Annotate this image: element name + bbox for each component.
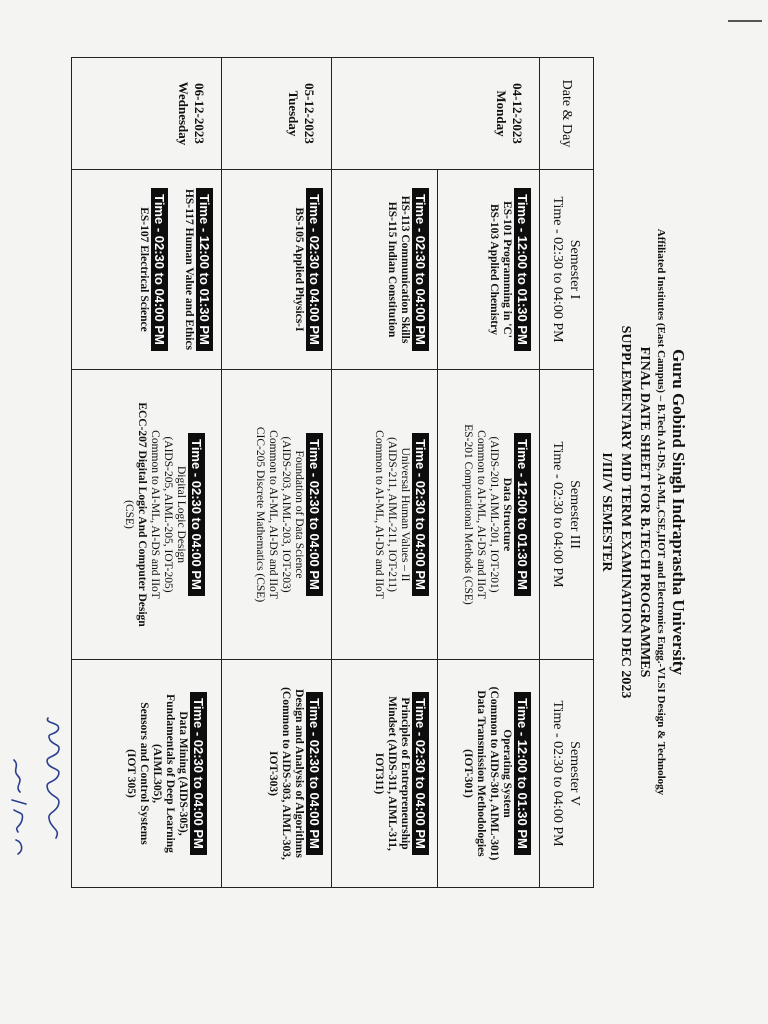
sem3-cell: Time - 12:00 to 01:30 PM Data Structure (AIDS-201, AIML-201, IOT-201) Common to AI-ML, AI-DS and IIoT ES-201 Computational Methods (CSE) [438,370,540,660]
sem5-cell: Time - 02:30 to 04:00 PM Data Mining (AIDS-305), Fundamentals of Deep Learning (AIML305), Sensors and Control Systems (IOT 305) [72,660,222,888]
sem3-cell: Time - 02:30 to 04:00 PM Digital Logic Design (AIDS-205, AIML-205, IOT-205) Common to AI-ML, AI-DS and IIoT ECC-207 Digital Logic And Computer Design (CSE) [72,370,222,660]
sem3-cell: Time - 02:30 to 04:00 PM Universal Human Values – II (AIDS-211, AIML-211, IOT-211) Common to AI-ML, AI-DS and IIoT [332,370,438,660]
time-slot-badge: Time - 02:30 to 04:00 PM [412,433,429,596]
table-header-row [540,58,594,888]
sem5-cell: Time - 02:30 to 04:00 PM Design and Analysis of Algorithms (Common to AIDS-303, AIML-303, IOT-303) [222,660,332,888]
table-row [438,58,540,888]
date-cell: 05-12-2023 Tuesday [222,58,332,170]
header-semester-5: Semester V Time - 02:30 to 04:00 PM [540,660,594,888]
time-slot-badge: Time - 12:00 to 01:30 PM [196,188,213,351]
time-slot-badge: Time - 02:30 to 04:00 PM [306,188,323,351]
time-slot-badge: Time - 12:00 to 01:30 PM [514,433,531,596]
sem3-cell: Time - 02:30 to 04:00 PM Foundation of Data Science (AIDS-203, AIML-203, IOT-203) Common to AI-ML, AI-DS and IIoT CIC-205 Discrete Mathematics (CSE) [222,370,332,660]
time-slot-badge: Time - 02:30 to 04:00 PM [412,188,429,351]
date-sheet-table [71,57,594,888]
time-slot-badge: Time - 02:30 to 04:00 PM [188,433,205,596]
semester-title: I/III/V SEMESTER [599,452,614,572]
sem1-cell: Time - 02:30 to 04:00 PM BS-105 Applied Physics-I [222,170,332,370]
sem5-cell: Time - 02:30 to 04:00 PM Principles of Entrepreneurship Mindset (AIDS-311, AIML-311, IOT311) [332,660,438,888]
table-row [332,58,438,888]
time-slot-badge: Time - 02:30 to 04:00 PM [412,692,429,855]
time-slot-badge: Time - 02:30 to 04:00 PM [190,692,207,855]
handwritten-signature [0,700,80,870]
date-cell: 04-12-2023 Monday [332,58,540,170]
date-cell: 06-12-2023 Wednesday [72,58,222,170]
university-title: Guru Gobind Singh Indraprastha University [669,349,688,675]
time-slot-badge: Time - 12:00 to 01:30 PM [514,188,531,351]
sem5-cell: Time - 12:00 to 01:30 PM Operating System (Common to AIDS-301, AIML-301) Data Transmission Methodologies (IOT-301) [438,660,540,888]
header-semester-1: Semester I Time - 02:30 to 04:00 PM [540,170,594,370]
sem1-cell: Time - 12:00 to 01:30 PM HS-117 Human Value and Ethics Time - 02:30 to 04:00 PM ES-107 Electrical Science [72,170,222,370]
table-row [72,58,222,888]
time-slot-badge: Time - 12:00 to 01:30 PM [514,692,531,855]
affiliation-line: Affiliated Institutes (East Campus) – B.Tech AI-DS, AI-ML,CSE,IIOT and Electronics Engg.-VLSI Design & Technology [655,228,667,796]
header-date-day: Date & Day [540,58,594,170]
time-slot-badge: Time - 02:30 to 04:00 PM [306,433,323,596]
sem1-cell: Time - 12:00 to 01:30 PM ES-101 Programming in 'C' BS-103 Applied Chemistry [438,170,540,370]
table-row [222,58,332,888]
time-slot-badge: Time - 02:30 to 04:00 PM [151,188,168,351]
header-semester-3: Semester III Time - 02:30 to 04:00 PM [540,370,594,660]
final-date-sheet-title: FINAL DATE SHEET FOR B.TECH PROGRAMMES [637,346,652,678]
sem1-cell: Time - 02:30 to 04:00 PM HS-113 Communication Skills HS-115 Indian Constitution [332,170,438,370]
exam-title: SUPPLEMENTARY MID TERM EXAMINATION DEC 2023 [618,325,633,699]
time-slot-badge: Time - 02:30 to 04:00 PM [306,692,323,855]
